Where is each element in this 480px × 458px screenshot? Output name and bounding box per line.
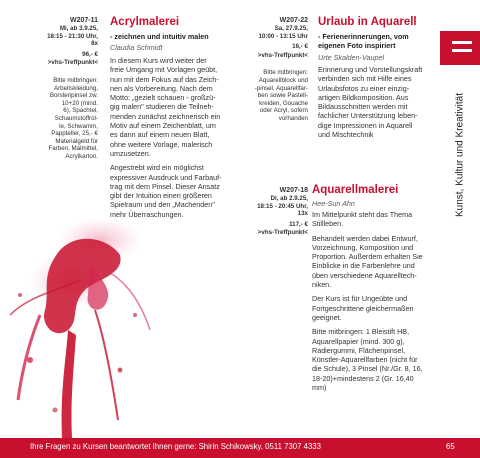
course-sessions: 8x — [91, 40, 98, 48]
course-time: 10:00 - 13:15 Uhr — [258, 32, 308, 40]
course-subtitle: - Ferienerinnerungen, vom eigenen Foto inspiriert — [318, 32, 409, 50]
course-author: Urte Skalden-Vaupel — [318, 53, 385, 62]
course-time: 18:15 - 21:30 Uhr, — [47, 32, 98, 40]
course-venue: >vhs-Treffpunkt< — [47, 59, 98, 67]
course-date: Sa, 27.9.25, — [274, 25, 308, 32]
course-description: Im Mittelpunkt steht das Thema Stillleben. Behandelt werden dabei Entwurf, Vorzeichnung, Komposition und Proportion. Außerdem erhalten Sie Einblicke in die Farbenlehre und üben verschiedene Aquarelltech- niken. Der Kurs ist für Ungeübte und Fortgeschrittene gleichermaßen geeignet. Bitte mitbringen: 1 Bleistift HB, Aquarellpapier (mind. 300 g), Radiergummi, Flächenpinsel, Künstler-Aquarellfarben (nicht für die Schule), 3 Pinsel (Nr./Gr. 8, 16, 18-20)+mindestens 2 (Gr. 16,40 mm) — [312, 210, 423, 393]
course-time: 18:15 - 20:45 Uhr, — [257, 202, 308, 210]
course-materials: Bitte mitbringen: Arbeitskleidung, Borstenpinsel zw. 10+20 (mind. 6), Spachtel, Schaumstoffrol- le, Schwamm, Pappteller, 25,- € Materialgeld für Farben, Malmittel, Acrylkarton. — [48, 76, 98, 160]
page-number: 65 — [446, 442, 455, 451]
course-title: Urlaub in Aquarell — [318, 16, 417, 28]
course-code: W207-18 — [279, 187, 308, 194]
course-price: 16,- € — [292, 43, 308, 51]
course-author: Hee-Sun Ahn — [312, 199, 355, 208]
course-venue: >vhs-Treffpunkt< — [257, 51, 308, 59]
section-label: Kunst, Kultur und Kreativität — [454, 93, 466, 217]
course-description: Erinnerung und Vorstellungskraft verbinden sich mit Hilfe eines Urlaubsfotos zu einer einzig- artigen Bildkomposition. Aus Bildausschnitten werden mit fachlicher Unterstützung leben- dige Impressionen in Aquarell und Mischtechnik — [318, 65, 423, 140]
course-subtitle: - zeichnen und intuitiv malen — [110, 32, 209, 41]
course-price: 96,- € — [82, 50, 98, 58]
menu-icon[interactable] — [440, 31, 480, 65]
course-code: W207-22 — [279, 17, 308, 24]
paint-splash-image — [0, 220, 160, 438]
course-author: Claudia Schmidt — [110, 43, 163, 52]
footer-bar — [0, 438, 480, 458]
course-meta-3 — [240, 186, 308, 237]
course-description: In diesem Kurs wird weiter der freie Umgang mit Vorlagen geübt, nun mit dem Fokus auf das Zeich- nen als Vorbereitung. Nach dem Motto: „gezielt schauen - großzü- gig malen" studieren die Teilneh- menden zunächst zeichnerisch ein Motiv auf einem Zeichenblatt, um es dann auf einem neuen Blatt, ohne weitere Vorlage, malerisch umzusetzen. Angestrebt wird ein möglichst expressiver Ausdruck und Farbauf- trag mit dem Pinsel. Dieser Ansatz gibt der Intuition einen größeren Spielraum und den „Machenden" mehr Überraschungen. — [110, 56, 222, 219]
course-title: Aquarellmalerei — [312, 184, 399, 196]
course-title: Acrylmalerei — [110, 16, 180, 28]
course-sessions: 13x — [297, 210, 308, 218]
course-code: W207-11 — [69, 17, 98, 24]
footer-contact-text: Ihre Fragen zu Kursen beantwortet Ihnen gerne: Shirin Schikowsky, 0511 7307 4333 — [30, 442, 321, 451]
course-date: Mi, ab 3.9.25, — [59, 25, 98, 32]
course-materials: Bitte mitbringen: Aquarellblock und -pinsel, Aquarellfar- ben sowie Pastell- kreiden, Gouache oder Acryl, sofern vorhanden — [254, 69, 308, 122]
course-venue: >vhs-Treffpunkt< — [257, 229, 308, 237]
course-meta-2 — [240, 16, 308, 123]
course-date: Di, ab 2.9.25, — [270, 195, 308, 202]
course-meta-1 — [30, 16, 98, 161]
course-price: 117,- € — [289, 220, 308, 228]
